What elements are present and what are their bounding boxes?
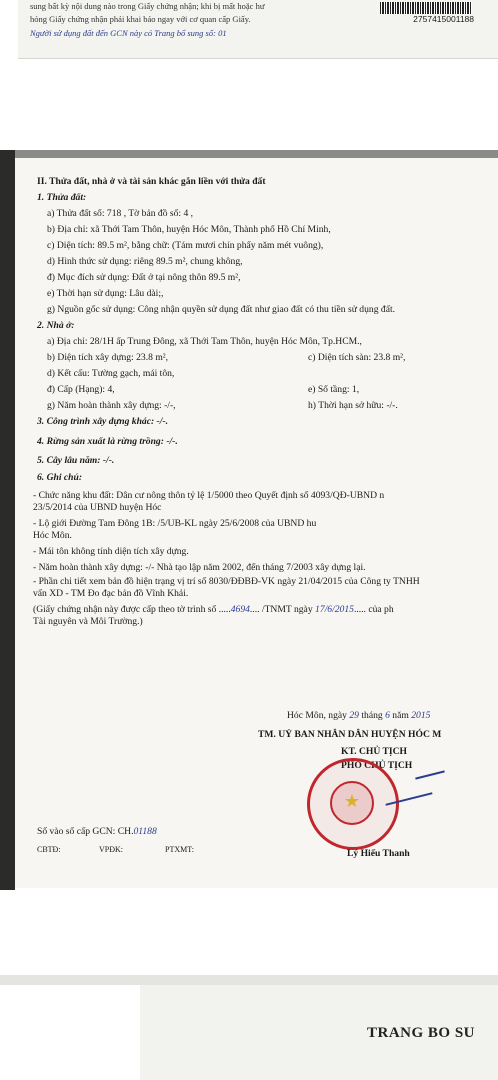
date-month-label: tháng [361,710,383,721]
barcode-number: 2757415001188 [413,14,474,24]
certificate-page [15,158,498,888]
note-issuance [33,604,394,615]
section-title: II. Thửa đất, nhà ở và tài sản khác gắn liền với thửa đất [37,176,266,187]
house-completion-year: g) Năm hoàn thành xây dựng: -/-, [47,400,176,411]
previous-page-strip [18,0,498,59]
next-page-edge [0,975,498,985]
initials [415,770,445,779]
note-map-1: - Phần chi tiết xem bản đồ hiện trạng vị trí số 8030/ĐĐBĐ-VK ngày 21/04/2015 của Công ty TNHH [33,576,420,587]
next-page-title: TRANG BO SU [367,1025,476,1041]
date-day: 29 [349,710,359,721]
next-page-margin [0,985,140,1080]
heading-land: 1. Thửa đất: [37,192,87,203]
barcode [380,2,472,14]
house-ownership-term: h) Thời hạn sở hữu: -/-. [308,400,398,411]
land-term: e) Thời hạn sử dụng: Lâu dài;, [47,288,164,299]
land-area: c) Diện tích: 89.5 m², bằng chữ: (Tám mươi chín phẩy năm mét vuông), [47,240,324,251]
registry-label: Số vào sổ cấp GCN: CH. [37,826,134,837]
seal-emblem [330,781,374,825]
note-zoning-1: - Chức năng khu đất: Dân cư nông thôn tỷ lệ 1/5000 theo Quyết định số 4093/QĐ-UBND n [33,490,385,501]
house-floors: e) Số tầng: 1, [308,384,360,395]
note-construction-year: - Năm hoàn thành xây dựng: -/- Nhà tạo lập năm 2002, đến tháng 7/2003 xây dựng lại. [33,562,366,573]
issue-date [287,710,430,721]
note-issuance-c: ..... của ph [353,604,394,615]
top-note-line-3: Người sử dụng đất đến GCN này có Trang bổ sung số: 01 [30,28,227,38]
note-roof: - Mái tôn không tính diện tích xây dựng. [33,546,189,557]
land-origin: g) Nguồn gốc sử dụng: Công nhận quyền sử dụng đất như giao đất có thu tiền sử dụng đất. [47,304,396,315]
note-issuance-d: Tài nguyên và Môi Trường.) [33,616,143,627]
note-issuance-b: .... /TNMT ngày [249,604,313,615]
on-behalf-chairman: KT. CHỦ TỊCH [341,746,408,757]
top-note-line-2: hỏng Giấy chứng nhận phải khai báo ngay với cơ quan cấp Giấy. [30,14,251,24]
submission-number: 4694 [230,604,250,615]
top-note-line-1: sung bất kỳ nội dung nào trong Giấy chứng nhận; khi bị mất hoặc hư [30,1,265,11]
date-prefix: Hóc Môn, ngày [287,710,347,721]
ptxmt-label: PTXMT: [165,845,194,854]
house-grade: đ) Cấp (Hạng): 4, [47,384,115,395]
land-use-form: d) Hình thức sử dụng: riêng 89.5 m², chung không, [47,256,243,267]
registry-handwritten: 01188 [133,826,157,837]
date-year-label: năm [392,710,409,721]
heading-house: 2. Nhà ở: [37,320,75,331]
committee-name: TM. UỶ BAN NHÂN DÂN HUYỆN HÓC M [258,729,442,740]
registry-number [37,826,157,837]
vpdk-label: VPĐK: [99,845,124,854]
note-map-2: vấn XD - TM Đo đạc bản đồ Vĩnh Khải. [33,588,189,599]
date-month: 6 [385,710,390,721]
note-zoning-2: 23/5/2014 của UBND huyện Hóc [33,502,162,513]
heading-planted-forest: 4. Rừng sản xuất là rừng trồng: -/-. [37,436,178,447]
heading-perennial-trees: 5. Cây lâu năm: -/-. [37,455,115,466]
house-address: a) Địa chỉ: 28/1H ấp Trung Đông, xã Thới Tam Thôn, huyện Hóc Môn, Tp.HCM., [47,336,362,347]
dark-edge [0,150,15,890]
heading-notes: 6. Ghi chú: [37,472,83,483]
next-page [0,975,498,1080]
note-road-boundary-2: Hóc Môn. [33,530,72,541]
land-number: a) Thửa đất số: 718 , Tờ bản đồ số: 4 , [47,208,194,219]
date-year: 2015 [411,710,431,721]
signer-name: Lý Hiếu Thanh [347,848,410,859]
land-address: b) Địa chỉ: xã Thới Tam Thôn, huyện Hóc Môn, Thành phố Hồ Chí Minh, [47,224,331,235]
star-icon: ★ [343,791,361,811]
note-road-boundary-1: - Lộ giới Đường Tam Đông 1B: /5/UB-KL ngày 25/6/2008 của UBND hu [33,518,317,529]
heading-other-construction: 3. Công trình xây dựng khác: -/-. [37,416,169,427]
submission-date: 17/6/2015 [315,604,354,615]
house-structure: d) Kết cấu: Tường gạch, mái tôn, [47,368,175,379]
note-issuance-a: (Giấy chứng nhận này được cấp theo tờ trình số ..... [33,604,231,615]
house-floor-area: c) Diện tích sàn: 23.8 m², [308,352,406,363]
house-build-area: b) Diện tích xây dựng: 23.8 m², [47,352,169,363]
vice-chairman: PHÓ CHỦ TỊCH [341,760,413,771]
cbtd-label: CBTĐ: [37,845,61,854]
land-purpose: đ) Mục đích sử dụng: Đất ở tại nông thôn 89.5 m², [47,272,241,283]
